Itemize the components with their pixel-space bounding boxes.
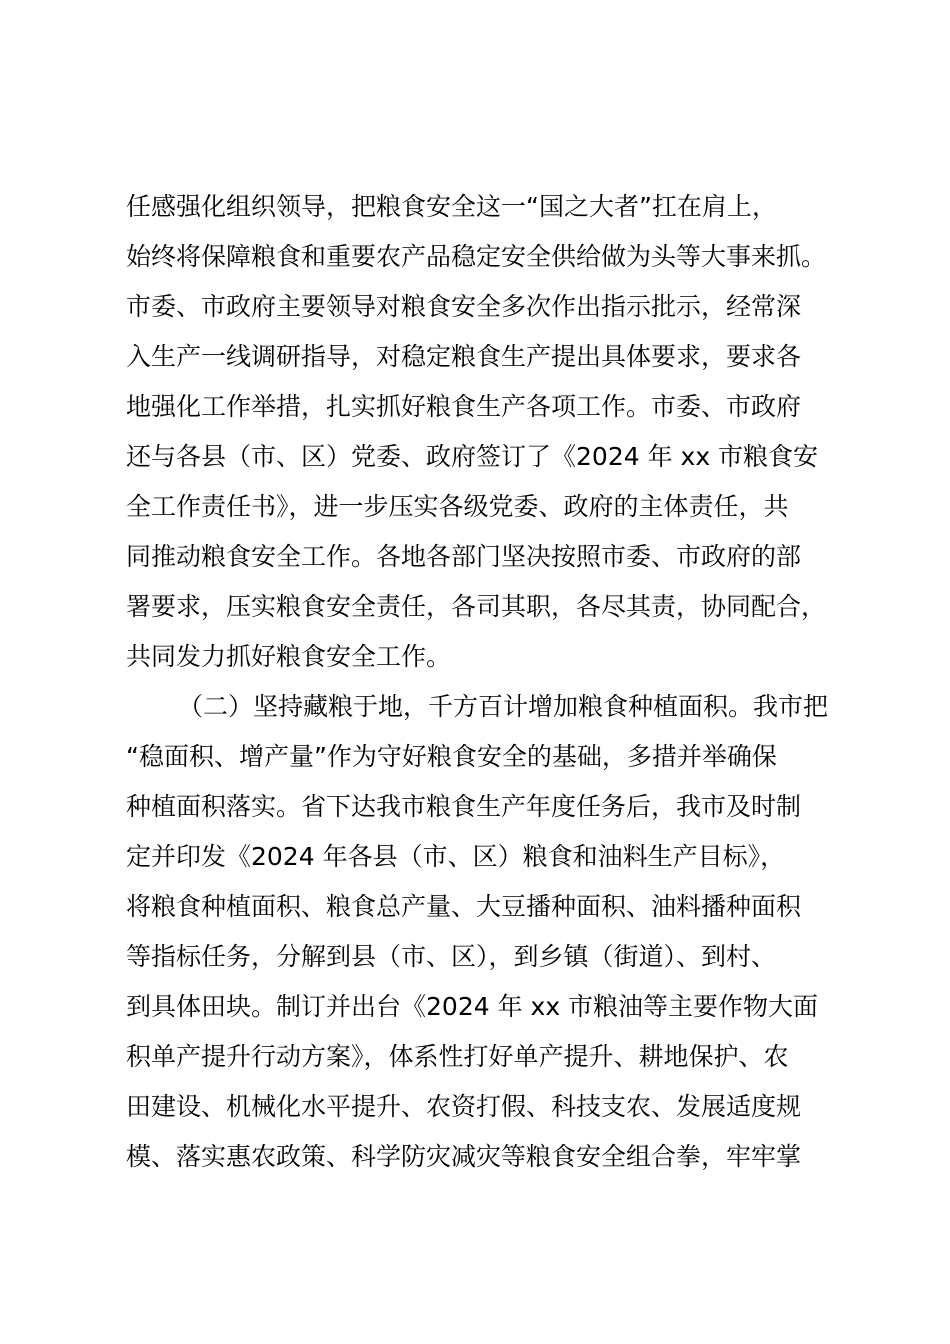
- text-line: 始终将保障粮食和重要农产品稳定安全供给做为头等大事来抓。: [126, 242, 827, 271]
- text-line: 定并印发《2024 年各县（市、区）粮食和油料生产目标》，: [126, 842, 786, 871]
- text-line: 积单产提升行动方案》，体系性打好单产提升、耕地保护、农: [126, 1042, 789, 1071]
- text-line: 将粮食种植面积、粮食总产量、大豆播种面积、油料播种面积: [126, 892, 802, 921]
- text-line: 任感强化组织领导，把粮食安全这一“国之大者”扛在肩上，: [126, 192, 777, 221]
- text-line: 还与各县（市、区）党委、政府签订了《2024 年 xx 市粮食安: [126, 442, 819, 471]
- text-line: 到具体田块。制订并出台《2024 年 xx 市粮油等主要作物大面: [126, 992, 819, 1021]
- section-heading-line: （二）坚持藏粮于地，千方百计增加粮食种植面积。我市把: [178, 692, 829, 721]
- text-line: 同推动粮食安全工作。各地各部门坚决按照市委、市政府的部: [126, 542, 802, 571]
- text-line: 入生产一线调研指导，对稳定粮食生产提出具体要求，要求各: [126, 342, 802, 371]
- text-line: 地强化工作举措，扎实抓好粮食生产各项工作。市委、市政府: [126, 392, 802, 421]
- text-line: 市委、市政府主要领导对粮食安全多次作出指示批示，经常深: [126, 292, 802, 321]
- document-body: [126, 182, 866, 1182]
- text-line: 种植面积落实。省下达我市粮食生产年度任务后，我市及时制: [126, 792, 802, 821]
- text-line: 共同发力抓好粮食安全工作。: [126, 642, 452, 671]
- text-line: 等指标任务，分解到县（市、区），到乡镇（街道）、到村、: [126, 942, 777, 971]
- text-line: 署要求，压实粮食安全责任，各司其职，各尽其责，协同配合，: [126, 592, 827, 621]
- text-line: 模、落实惠农政策、科学防灾减灾等粮食安全组合拳，牢牢掌: [126, 1142, 802, 1171]
- text-line: 田建设、机械化水平提升、农资打假、科技支农、发展适度规: [126, 1092, 802, 1121]
- text-line: 全工作责任书》，进一步压实各级党委、政府的主体责任，共: [126, 492, 789, 521]
- text-line: “稳面积、增产量”作为守好粮食安全的基础，多措并举确保: [126, 742, 777, 771]
